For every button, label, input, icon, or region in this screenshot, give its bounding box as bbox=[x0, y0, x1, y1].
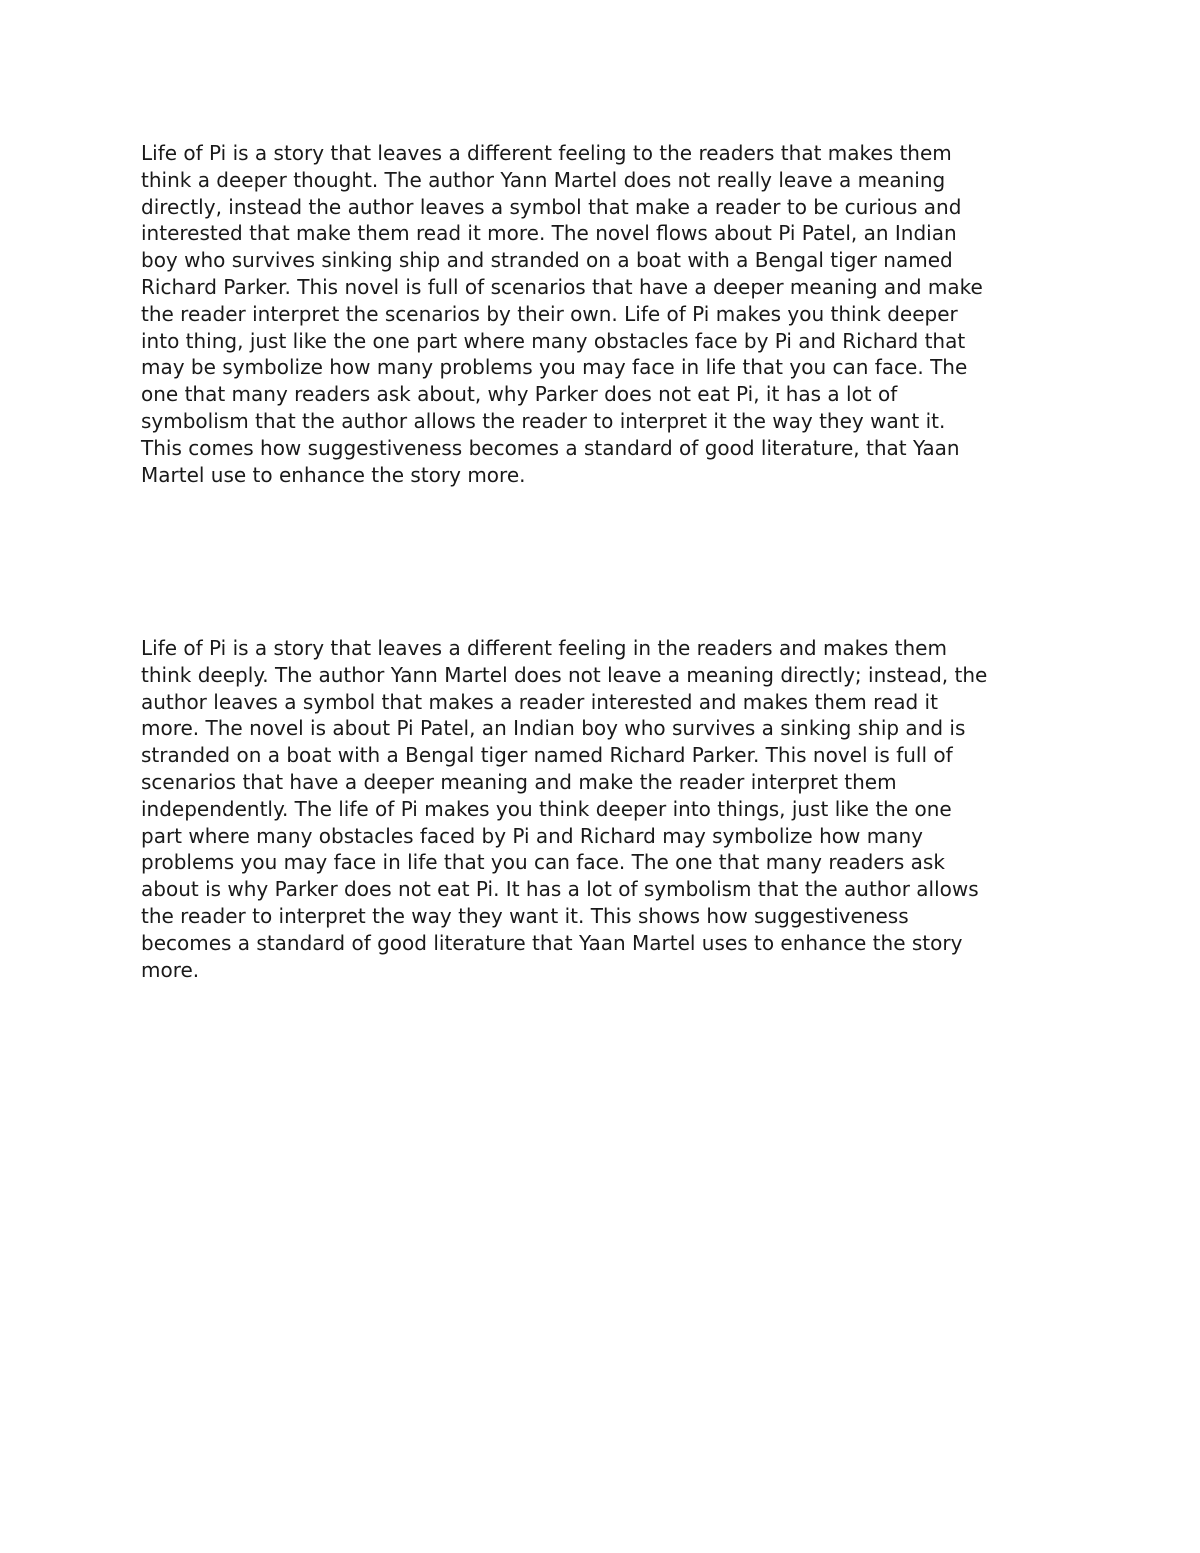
paragraph-original: Life of Pi is a story that leaves a different feeling to the readers that makes them think a deeper thought. The author Yann Martel does not really leave a meaning directly, instead the author leaves a symbol that make a reader to be curious and interested that make them read it more. The novel flows about Pi Patel, an Indian boy who survives sinking ship and stranded on a boat with a Bengal tiger named Richard Parker. This novel is full of scenarios that have a deeper meaning and make the reader interpret the scenarios by their own. Life of Pi makes you think deeper into thing, just like the one part where many obstacles face by Pi and Richard that may be symbolize how many problems you may face in life that you can face. The one that many readers ask about, why Parker does not eat Pi, it has a lot of symbolism that the author allows the reader to interpret it the way they want it. This comes how suggestiveness becomes a standard of good literature, that Yaan Martel use to enhance the story more. bbox=[141, 141, 983, 487]
paragraph-revised: Life of Pi is a story that leaves a different feeling in the readers and makes them think deeply. The author Yann Martel does not leave a meaning directly; instead, the author leaves a symbol that makes a reader interested and makes them read it more. The novel is about Pi Patel, an Indian boy who survives a sinking ship and is stranded on a boat with a Bengal tiger named Richard Parker. This novel is full of scenarios that have a deeper meaning and make the reader interpret them independently. The life of Pi makes you think deeper into things, just like the one part where many obstacles faced by Pi and Richard may symbolize how many problems you may face in life that you can face. The one that many readers ask about is why Parker does not eat Pi. It has a lot of symbolism that the author allows the reader to interpret the way they want it. This shows how suggestiveness becomes a standard of good literature that Yaan Martel uses to enhance the story more. bbox=[141, 636, 988, 982]
